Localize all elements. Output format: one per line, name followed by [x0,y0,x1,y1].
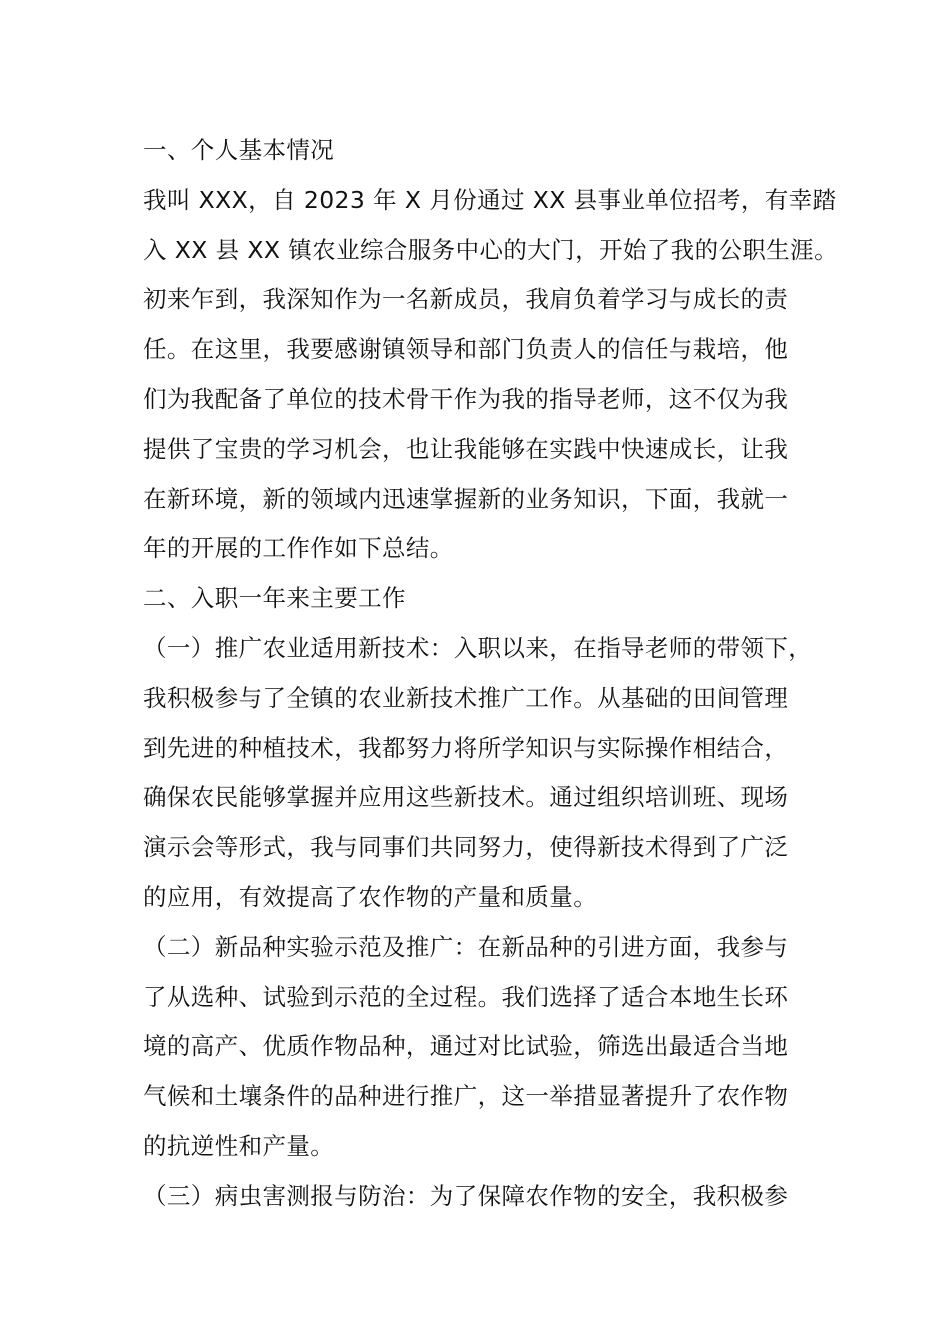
paragraph-line: 到先进的种植技术，我都努力将所学知识与实际操作相结合， [143,733,789,762]
section-heading: 二、入职一年来主要工作 [143,584,406,613]
paragraph-line: 我叫 XXX，自 2023 年 X 月份通过 XX 县事业单位招考，有幸踏 [143,185,837,214]
paragraph-line: 任。在这里，我要感谢镇领导和部门负责人的信任与栽培，他 [143,335,789,364]
paragraph-line: 了从选种、试验到示范的全过程。我们选择了适合本地生长环 [143,982,789,1011]
paragraph-line: 演示会等形式，我与同事们共同努力，使得新技术得到了广泛 [143,833,789,862]
document-body [143,126,838,1222]
paragraph-line: 初来乍到，我深知作为一名新成员，我肩负着学习与成长的责 [143,285,789,314]
paragraph-line: 我积极参与了全镇的农业新技术推广工作。从基础的田间管理 [143,683,789,712]
paragraph-line: 入 XX 县 XX 镇农业综合服务中心的大门，开始了我的公职生涯。 [143,235,838,264]
paragraph-line: 年的开展的工作作如下总结。 [143,534,454,563]
paragraph-line: （三）病虫害测报与防治：为了保障农作物的安全，我积极参 [143,1181,789,1210]
section-heading: 一、个人基本情况 [143,136,335,164]
paragraph-line: （二）新品种实验示范及推广：在新品种的引进方面，我参与 [143,932,789,961]
paragraph-line: 的应用，有效提高了农作物的产量和质量。 [143,882,598,911]
paragraph-line: 确保农民能够掌握并应用这些新技术。通过组织培训班、现场 [143,783,789,812]
paragraph-line: 的抗逆性和产量。 [143,1131,335,1160]
paragraph-line: （一）推广农业适用新技术：入职以来，在指导老师的带领下， [143,633,813,662]
paragraph-line: 境的高产、优质作物品种，通过对比试验，筛选出最适合当地 [143,1032,789,1061]
paragraph-line: 在新环境，新的领域内迅速掌握新的业务知识，下面，我就一 [143,484,789,513]
paragraph-line: 提供了宝贵的学习机会，也让我能够在实践中快速成长，让我 [143,434,789,463]
paragraph-line: 气候和土壤条件的品种进行推广，这一举措显著提升了农作物 [143,1082,789,1111]
paragraph-line: 们为我配备了单位的技术骨干作为我的指导老师，这不仅为我 [143,384,789,413]
